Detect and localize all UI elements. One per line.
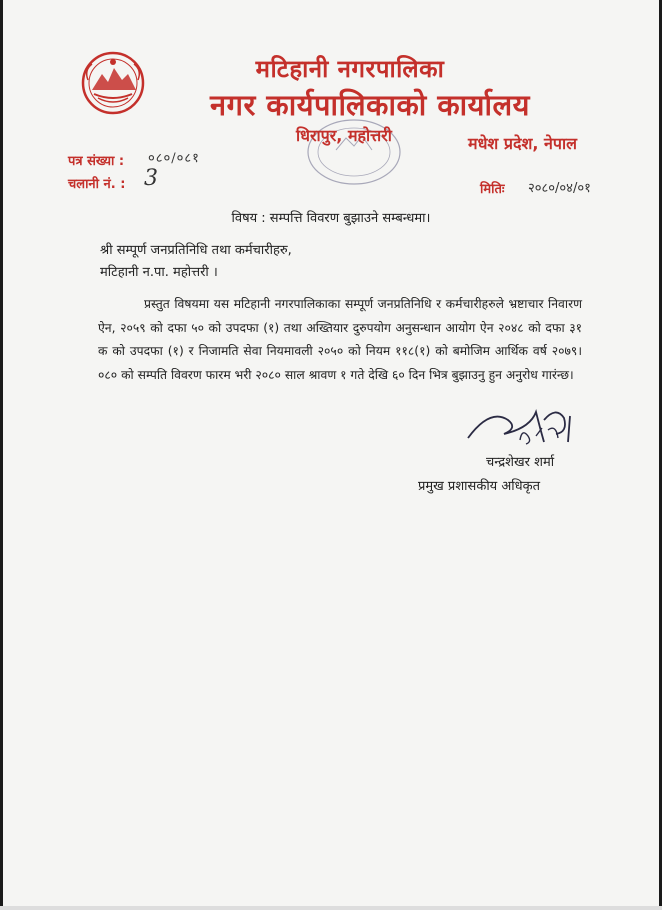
recipient-line-1: श्री सम्पूर्ण जनप्रतिनिधि तथा कर्मचारीहरु, bbox=[100, 243, 292, 258]
signatory-name: चन्द्रशेखर शर्मा bbox=[486, 455, 555, 470]
office-place: धिरापुर, महोत्तरी bbox=[296, 126, 392, 145]
body-paragraph: प्रस्तुत विषयमा यस मटिहानी नगरपालिकाका सम्पूर्ण जनप्रतिनिधि र कर्मचारीहरुले भ्रष्टाचार निवारण ऐन, २०५९ को दफा ५० को उपदफा (१) तथा अख्तियार दुरुपयोग अनुसन्धान आयोग ऐन २०४८ को दफा ३१ क को उपदफा (१) र निजामति सेवा नियमावली २०५० को नियम ११८(१) को बमोजिम आर्थिक वर्ष २०७९।०८० को सम्पति विवरण फारम भरी २०८० साल श्रावण १ गते देखि ६० दिन भित्र बुझाउनु हुन अनुरोध गारंन्छ। bbox=[98, 297, 582, 382]
nepal-emblem-icon bbox=[80, 50, 146, 116]
org-name: मटिहानी नगरपालिका bbox=[255, 55, 445, 83]
letter-no-label: पत्र संख्या : bbox=[68, 154, 125, 169]
dispatch-no-label: चलानी नं. : bbox=[68, 177, 126, 192]
signatory-title: प्रमुख प्रशासकीय अधिकृत bbox=[418, 479, 541, 494]
province: मधेश प्रदेश, नेपाल bbox=[468, 134, 577, 153]
office-name: नगर कार्यपालिकाको कार्यालय bbox=[210, 88, 530, 122]
subject-line: विषय : सम्पत्ति विवरण बुझाउने सम्बन्धमा। bbox=[231, 211, 431, 226]
recipient-line-2: मटिहानी न.पा. महोत्तरी । bbox=[100, 265, 218, 280]
page-edge-left bbox=[0, 0, 3, 910]
signature-icon bbox=[460, 398, 590, 458]
date-label: मितिः bbox=[480, 182, 505, 197]
dispatch-no-value: 3 bbox=[144, 166, 158, 191]
page-edge-bottom bbox=[0, 906, 662, 910]
letter-no-value: ०८०/०८१ bbox=[148, 151, 200, 166]
date-value: २०८०/०४/०१ bbox=[528, 181, 591, 196]
